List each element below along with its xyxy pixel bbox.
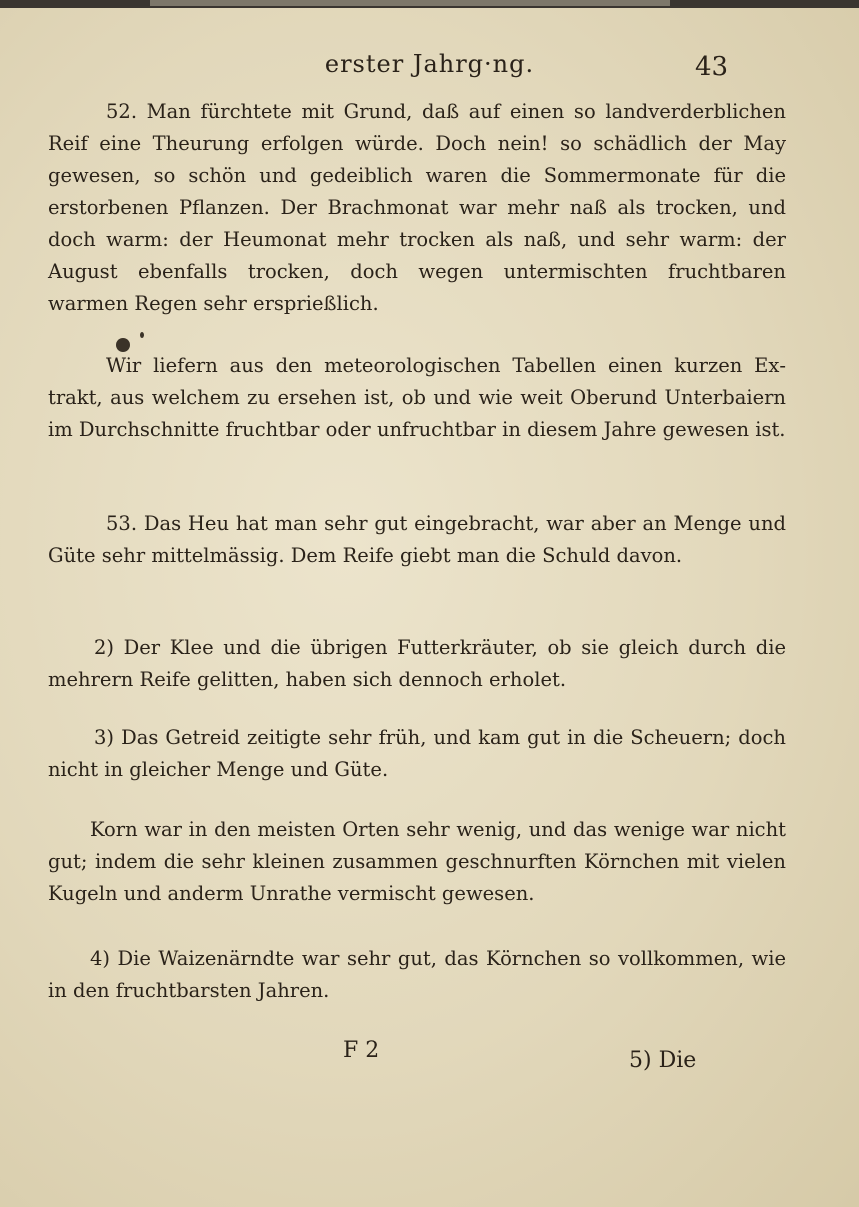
catchword: 5) Die bbox=[629, 1048, 697, 1073]
paragraph-52 bbox=[48, 96, 786, 320]
paragraph-text: 3) Das Getreid zeitigte sehr früh, und kam gut in die Scheuern; doch nicht in gleicher Menge und Güte. bbox=[48, 726, 786, 781]
paragraph-rye bbox=[48, 814, 786, 910]
running-header: erster Jahrg·ng. bbox=[324, 50, 535, 78]
signature-mark: F 2 bbox=[343, 1038, 380, 1063]
paragraph-extract bbox=[48, 350, 786, 446]
paragraph-53 bbox=[48, 508, 786, 572]
paragraph-wheat bbox=[48, 943, 786, 1007]
page-number: 43 bbox=[695, 52, 729, 82]
paragraph-grain bbox=[48, 722, 786, 786]
ink-blot bbox=[116, 338, 130, 352]
paragraph-text: Korn war in den meisten Orten sehr wenig, und das wenige war nicht gut; indem die sehr kleinen zusammen geschnurften Körnchen mit vielen Kugeln und anderm Unrathe vermischt gewesen. bbox=[48, 818, 786, 905]
paragraph-text: 2) Der Klee und die übrigen Futterkräuter, ob sie gleich durch die mehrern Reife gelitten, haben sich dennoch erholet. bbox=[48, 636, 786, 691]
paragraph-text: Wir liefern aus den meteorologischen Tabellen einen kurzen Extrakt, aus welchem zu ersehen ist, ob und wie weit Oberund Unterbaiern im Durchschnitte fruchtbar oder unfruchtbar in diesem Jahre gewesen ist. bbox=[48, 354, 786, 441]
paragraph-text: 4) Die Waizenärndte war sehr gut, das Körnchen so vollkommen, wie in den fruchtbarsten Jahren. bbox=[48, 947, 786, 1002]
scan-top-edge-light bbox=[150, 0, 670, 6]
paragraph-text: 53. Das Heu hat man sehr gut eingebracht, war aber an Menge und Güte sehr mittelmässig. Dem Reife giebt man die Schuld davon. bbox=[48, 512, 786, 567]
paragraph-clover bbox=[48, 632, 786, 696]
paragraph-text: 52. Man fürchtete mit Grund, daß auf einen so landverderblichen Reif eine Theurung erfolgen würde. Doch nein! so schädlich der May gewesen, so schön und gedeiblich waren die Sommermonate für die erstorbenen Pflanzen. Der Brachmonat war mehr naß als trocken, und doch warm: der Heumonat mehr trocken als naß, und sehr warm: der August ebenfalls trocken, doch wegen untermischten fruchtbaren warmen Regen sehr ersprießlich. bbox=[48, 100, 786, 315]
ink-speck bbox=[140, 332, 144, 338]
